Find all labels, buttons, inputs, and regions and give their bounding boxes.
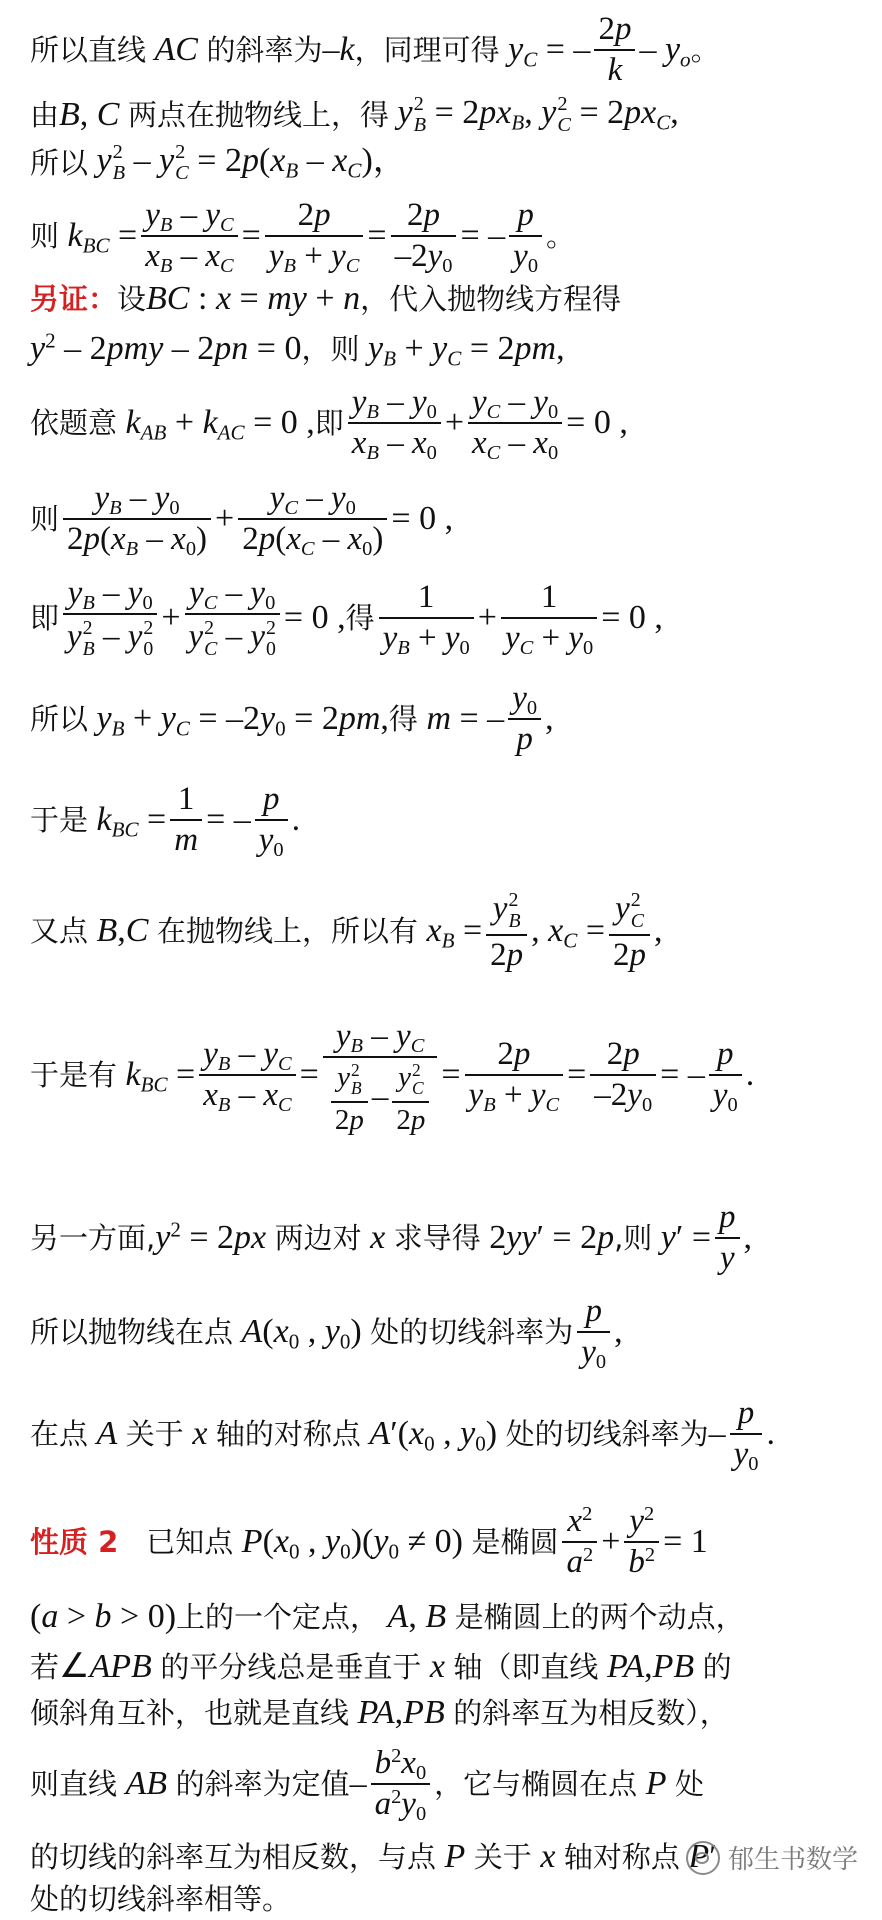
text-line [30,1200,862,1276]
fraction: $\frac{p}{y_0}$ [709,1038,742,1112]
fraction: $\frac{p}{y_0}$ [255,783,288,857]
math: BC : x = my + n [146,280,361,317]
math: B, C [59,96,120,133]
fraction: $\frac{y_B - y_0}{2p(x_B - x_0)}$ [63,482,211,556]
math: (a > b > 0) [30,1598,177,1635]
text-fragment: 则直线 [30,1766,118,1801]
text-fragment: ，代入抛物线方程得 [360,281,622,316]
math: $k_{AB} + k_{AC} = 0$ , [125,404,315,445]
fraction: $\frac{p}{y_0}$ [509,199,542,273]
text-line [30,781,862,862]
section-label: 另证： [30,281,118,316]
math: y′ = [660,1219,712,1256]
text-line [30,276,862,322]
punctuation: 。 [690,32,720,67]
math: $y^2 - 2pmy - 2pn = 0$ [30,328,302,367]
math: $k_{BC}$ = [125,1056,196,1097]
text-fragment: 倾斜角互补，也就是直线 [30,1695,350,1730]
text-fragment: 得 [388,701,418,736]
fraction: $\frac{y_B - y_C}{x_B - x_C}$ [141,199,237,273]
math: . [291,801,301,838]
text-fragment: 在点 [30,1416,89,1451]
text-fragment: 的平分线总是垂直于 [160,1649,422,1684]
math: $y_B + y_C = -2y_0 = 2pm$, [96,700,389,741]
text-fragment: 依题意 [30,405,118,440]
math: = – [460,217,506,254]
text-line [30,890,862,972]
text-line [30,1395,862,1476]
math: $P(x_0$ , $y_0)(y_0 \ne 0)$ [241,1523,472,1564]
math: + [477,599,497,636]
math: + [444,404,464,441]
math: $A'(x_0$ , $y_0$) [369,1415,506,1456]
fraction: $\frac{b^2x_0}{a^2y_0}$ [371,1747,431,1821]
text-fragment: 又点 [30,913,89,948]
math: = [567,1056,587,1093]
math: ∠APB [59,1648,152,1685]
math: = [367,217,387,254]
watermark [686,1839,858,1876]
math: x [429,1648,445,1685]
text-line [30,384,862,465]
math: –k [322,31,355,68]
math: = – [660,1056,705,1093]
math: PA,PB [606,1648,695,1685]
math: = 0 , [391,500,454,537]
text-fragment: 求导得 [393,1220,481,1255]
math: x [540,1838,556,1875]
math: P [444,1838,466,1875]
fraction: $\frac{p}{y_0}$ [577,1295,610,1369]
math: = [299,1056,319,1093]
text-fragment: 轴的对称点 [215,1416,361,1451]
text-fragment: 则 [30,218,60,253]
text-fragment: 处的切线斜率为 [370,1314,574,1349]
text-fragment: ，同理可得 [354,32,500,67]
punctuation: 。 [546,218,576,253]
fraction: $\frac{2p}{y_B + y_C}$ [465,1038,564,1112]
fraction: $\frac{p}{y_0}$ [730,1397,763,1471]
text-fragment: 所以 [30,701,89,736]
fraction: $\frac{y_C - y_0}{2p(x_C - x_0)}$ [238,482,387,556]
fraction: y 2 B 2p [331,1061,368,1135]
math: + [161,599,181,636]
text-fragment: 在抛物线上，所以有 [156,913,418,948]
math: $y_B + y_C = 2pm$, [368,330,565,371]
math: = 0 , [566,404,628,441]
math: B,C [96,912,149,949]
math: $y_C$ = – [508,31,591,72]
text-line [30,11,862,88]
text-fragment: 设 [117,281,147,316]
fraction: $y_B - y_0$ y 2 B – y 2 0 [63,577,157,660]
text-fragment: 两点在抛物线上，得 [127,97,389,132]
math: $k_{BC}$ = [96,801,167,842]
fraction: $\frac{1}{m}$ [170,783,202,857]
fraction: $y_C - y_0$ y 2 C – y 2 0 [185,577,280,660]
math: A [96,1415,118,1452]
text-line [30,92,862,138]
text-fragment: 由 [30,97,60,132]
text-fragment: 两边对 [274,1220,362,1255]
text-fragment: 所以直线 [30,32,147,67]
text-fragment: 即 [314,405,344,440]
math: – [708,1415,726,1452]
math: $y^2 = 2px$ [155,1217,267,1256]
math: y 2 B – y 2 C = $2p(x_B - x_C)$， [96,140,407,184]
math: + [601,1523,621,1560]
watermark-text: 郁生书数学 [727,1845,858,1875]
text-fragment: 于是有 [30,1057,118,1092]
math: = 0 , [601,599,663,636]
fraction: y 2 C 2p [609,890,650,973]
text-line [30,1000,862,1150]
text-fragment: 则 [30,501,60,536]
fraction: $\frac{y_0}{p}$ [508,682,541,756]
math: AB [125,1765,168,1802]
math: = [241,217,261,254]
text-fragment: ，它与椭圆在点 [434,1766,638,1801]
text-line [30,574,862,660]
fraction: $\frac{y_B - y_0}{x_B - x_0}$ [348,386,441,460]
fraction: $\frac{x^2}{a^2}$ [562,1505,597,1579]
math: . [766,1415,775,1452]
math: = – [206,801,251,838]
math: y 2 B = $2px_B$, y 2 C = $2px_C$, [397,92,679,136]
math: – $y_o$ [639,31,691,72]
text-fragment: 得 [345,600,375,635]
text-fragment: 已知点 [146,1524,234,1559]
math: AC [154,31,198,68]
text-fragment: 即 [30,600,60,635]
math: P [645,1765,667,1802]
text-fragment: 所以抛物线在点 [30,1314,234,1349]
text-fragment: 另一方面, [30,1220,156,1255]
text-fragment: 的 [702,1649,732,1684]
text-fragment: 的斜率为 [206,32,323,67]
text-line [30,1504,862,1580]
math: , $x_C$ = [531,912,606,953]
text-line [30,682,862,756]
text-line [30,480,862,561]
math: $x_B$ = [426,912,483,953]
text-line [30,1742,862,1826]
text-fragment: ,则 [614,1220,653,1255]
text-fragment: 是椭圆上的两个动点， [454,1599,745,1634]
property-label: 性质 2 [30,1524,119,1559]
math: = 0 , [283,599,346,636]
text-fragment: 轴对称点 [563,1839,680,1874]
fraction: $\frac{y_C - y_0}{x_C - x_0}$ [468,386,562,460]
fraction: $\frac{y^2}{b^2}$ [624,1505,659,1579]
math: m = – [426,700,505,737]
math: = [441,1056,461,1093]
text-fragment: 是椭圆 [471,1524,559,1559]
fraction: $\frac{2p}{-2y_0}$ [590,1038,656,1112]
text-fragment: 关于 [473,1839,532,1874]
text-fragment: 所以 [30,145,89,180]
math: P′ [688,1838,717,1875]
text-line [30,1880,862,1918]
math: $k_{BC}$ = [67,217,138,258]
math: – [349,1765,367,1802]
text-line [30,1293,862,1374]
text-line [30,197,862,278]
math: = 1 [663,1523,708,1560]
text-fragment: 关于 [125,1416,184,1451]
math: . [745,1056,755,1093]
fraction: $\frac{2p}{k}$ [594,13,635,87]
math: , [654,912,663,949]
math: , [614,1313,623,1350]
fraction: $\frac{p}{y}$ [715,1201,740,1275]
text-fragment: 处 [674,1766,704,1801]
math: PA,PB [357,1694,445,1731]
text-line [30,1594,862,1640]
text-line [30,1692,862,1734]
fraction: y 2 B 2p [486,890,527,973]
text-fragment: 若 [30,1649,60,1684]
text-fragment: 的斜率互为相反数）， [453,1695,729,1730]
text-fragment: 轴（即直线 [453,1649,599,1684]
math: x [192,1415,208,1452]
fraction: y 2 C 2p [392,1061,429,1135]
text-line [30,326,862,372]
math: x [370,1219,386,1256]
text-fragment: 的切线的斜率互为相反数，与点 [30,1839,437,1874]
math: , [743,1219,753,1256]
text-fragment: 处的切线斜率相等。 [30,1881,292,1916]
math: 2yy′ = 2p [480,1219,615,1256]
text-fragment: 于是 [30,802,89,837]
fraction: $\frac{1}{y_B + y_0}$ [379,581,474,655]
math: + [215,500,235,537]
text-fragment: 的斜率为定值 [175,1766,350,1801]
text-line [30,1646,862,1688]
math: $A(x_0$ , $y_0$) [241,1313,371,1354]
math: A, B [387,1598,447,1635]
fraction: $\frac{2p}{y_B + y_C}$ [265,199,364,273]
wechat-icon [686,1841,720,1875]
fraction: $y_B - y_C$ y 2 B 2p – y 2 C 2p [323,1020,438,1135]
text-fragment: ，则 [301,331,360,366]
text-line [30,140,862,186]
text-fragment: 上的一个定点， [176,1599,380,1634]
fraction: $\frac{1}{y_C + y_0}$ [501,581,597,655]
text-fragment: 处的切线斜率为 [505,1416,709,1451]
fraction: $\frac{2p}{-2y_0}$ [391,199,457,273]
math: , [545,700,554,737]
fraction: $\frac{y_B - y_C}{x_B - x_C}$ [199,1038,295,1112]
